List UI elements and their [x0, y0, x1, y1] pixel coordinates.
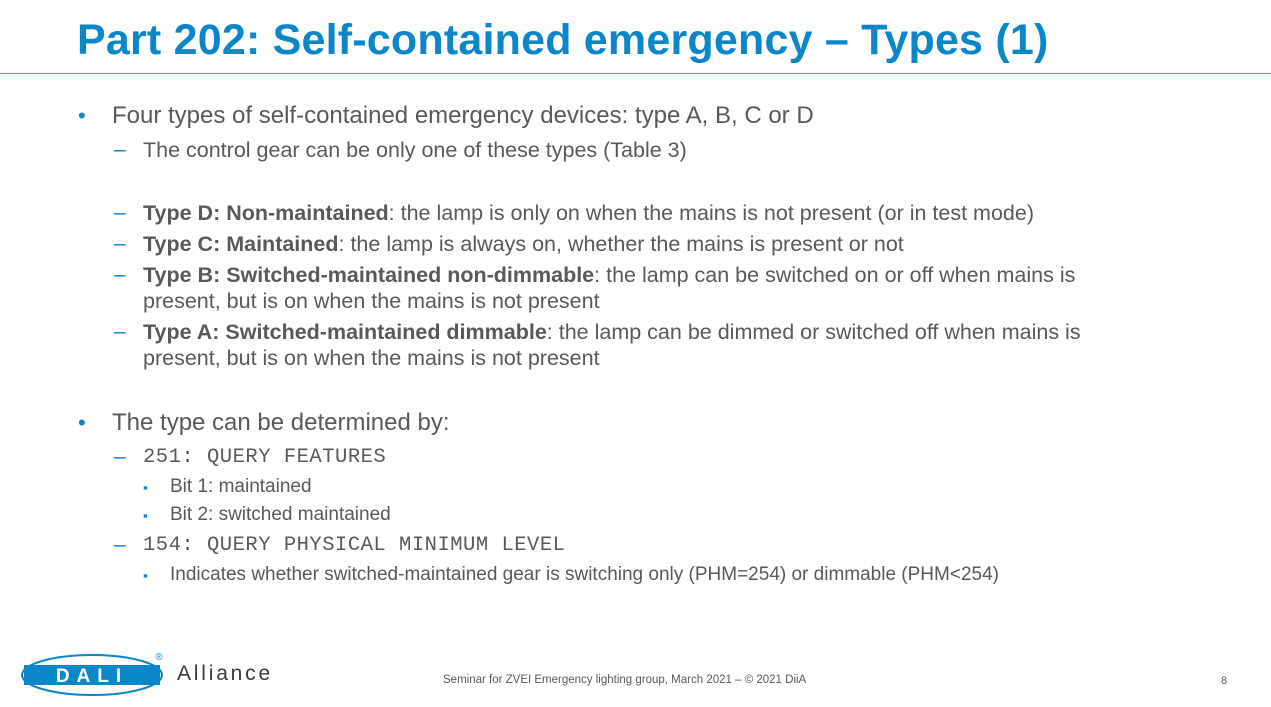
- dash-icon: –: [114, 533, 126, 556]
- dash-icon: –: [114, 263, 126, 286]
- square-bullet-icon: ▪: [143, 480, 148, 495]
- dash-icon: –: [114, 445, 126, 468]
- dash-icon: –: [114, 232, 126, 255]
- slide-title: Part 202: Self-contained emergency – Types (1): [77, 16, 1049, 64]
- type-a-text: : the lamp can be dimmed or switched off when mains is: [546, 320, 1081, 344]
- dali-logo: [20, 648, 170, 707]
- page-number: 8: [1221, 675, 1228, 687]
- square-bullet-icon: ▪: [143, 508, 148, 523]
- bit-1-text: Bit 1: maintained: [170, 476, 312, 497]
- dash-icon: –: [114, 320, 126, 343]
- dali-logo-icon: [20, 648, 170, 702]
- type-b-line: [143, 263, 1075, 288]
- type-b-continuation: present, but is on when the mains is not present: [143, 289, 600, 313]
- dash-icon: –: [114, 138, 126, 161]
- type-c-text: : the lamp is always on, whether the mains is present or not: [338, 232, 904, 256]
- type-c-line: [143, 232, 904, 257]
- bullet-1-text: Four types of self-contained emergency devices: type A, B, C or D: [112, 102, 814, 129]
- command-154: 154: QUERY PHYSICAL MINIMUM LEVEL: [143, 534, 566, 557]
- type-d-line: [143, 201, 1034, 226]
- phm-text: Indicates whether switched-maintained gear is switching only (PHM=254) or dimmable (PHM<254): [170, 564, 999, 585]
- type-d-label: Type D: Non-maintained: [143, 201, 389, 225]
- type-a-line: [143, 320, 1081, 345]
- bullet-1-sub: The control gear can be only one of these types (Table 3): [143, 138, 687, 162]
- bullet-icon: •: [78, 410, 86, 435]
- bit-2-text: Bit 2: switched maintained: [170, 504, 391, 525]
- logo-tagline: Alliance: [177, 662, 273, 685]
- bullet-icon: •: [78, 103, 86, 128]
- logo-word: DALI: [55, 666, 129, 687]
- square-bullet-icon: ▪: [143, 568, 148, 583]
- registered-mark: ®: [155, 652, 163, 663]
- dash-icon: –: [114, 201, 126, 224]
- footer-text: Seminar for ZVEI Emergency lighting group, March 2021 – © 2021 DiiA: [443, 674, 807, 686]
- type-d-text: : the lamp is only on when the mains is not present (or in test mode): [388, 201, 1034, 225]
- bullet-2-text: The type can be determined by:: [112, 409, 450, 436]
- type-b-label: Type B: Switched-maintained non-dimmable: [143, 263, 595, 287]
- type-a-continuation: present, but is on when the mains is not present: [143, 346, 600, 370]
- type-a-label: Type A: Switched-maintained dimmable: [143, 320, 547, 344]
- type-c-label: Type C: Maintained: [143, 232, 339, 256]
- type-b-text: : the lamp can be switched on or off when mains is: [594, 263, 1076, 287]
- command-251: 251: QUERY FEATURES: [143, 446, 387, 469]
